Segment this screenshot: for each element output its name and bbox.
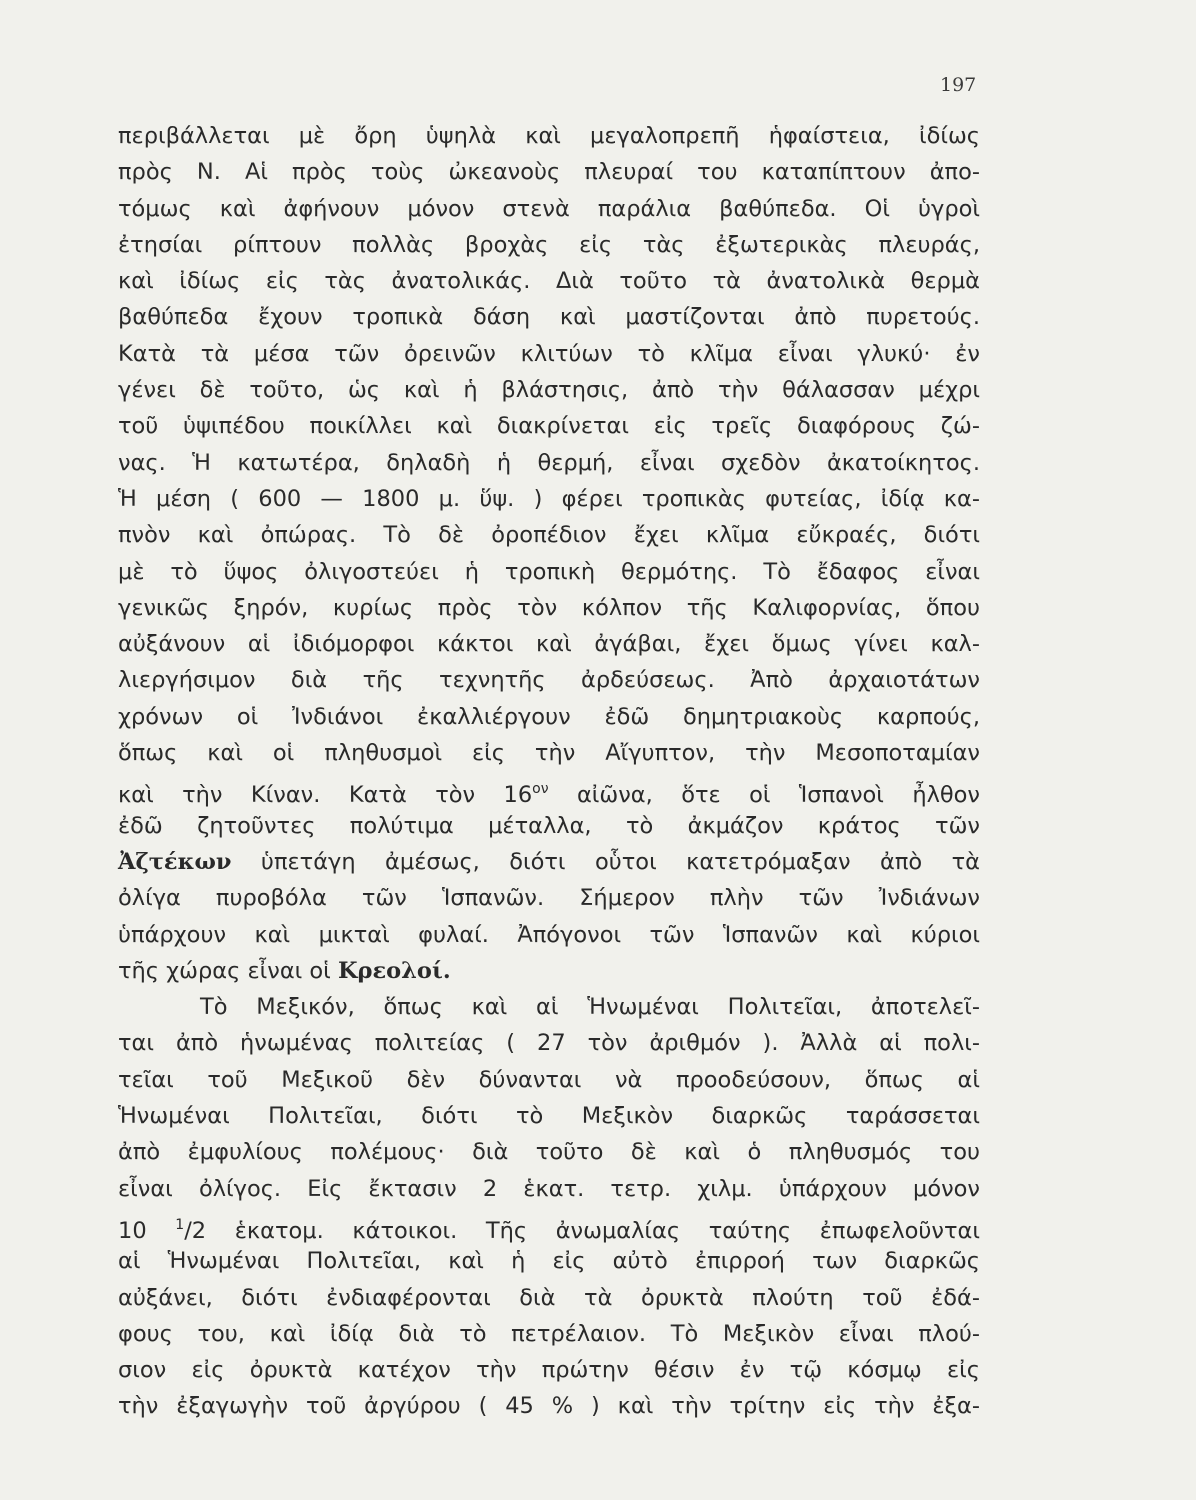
text-run: ) καὶ τὴν τρίτην εἰς τὴν ἐξα- <box>573 1393 980 1420</box>
paragraph-first-line: Τὸ Μεξικόν, ὅπως καὶ αἱ Ἡνωμέναι Πολιτεῖαι, ἀποτελεῖ- <box>200 994 980 1021</box>
text-line <box>118 953 980 989</box>
text-run: καὶ τὴν Κίναν. Κατὰ τὸν 16 <box>118 782 533 809</box>
text-line <box>118 1207 980 1243</box>
text-line: ὅπως καὶ οἱ πληθυσμοὶ εἰς τὴν Αἴγυπτον, τὴν Μεσοποταμίαν <box>118 740 980 767</box>
text-line: περιβάλλεται μὲ ὄρη ὑψηλὰ καὶ μεγαλοπρεπῆ ἡφαίστεια, ἰδίως <box>118 123 980 149</box>
text-run: /2 ἑκατομ. κάτοικοι. Τῆς ἀνωμαλίας ταύτης ἐπωφελοῦνται <box>184 1217 980 1244</box>
text-run: τῆς χώρας εἶναι οἱ <box>118 957 338 984</box>
text-line: ἀπὸ ἐμφυλίους πολέμους· διὰ τοῦτο δὲ καὶ ὁ πληθυσμός του <box>118 1139 980 1166</box>
text-line: γένει δὲ τοῦτο, ὡς καὶ ἡ βλάστησις, ἀπὸ τὴν θάλασσαν μέχρι <box>118 377 980 404</box>
bold-term-creoles: Κρεολοί. <box>337 957 451 984</box>
text-line: τοῦ ὑψιπέδου ποικίλλει καὶ διακρίνεται εἰς τρεῖς διαφόρους ζώ- <box>118 413 980 440</box>
text-line: ται ἀπὸ ἡνωμένας πολιτείας ( 27 τὸν ἀριθμόν ). Ἀλλὰ αἱ πολι- <box>118 1030 980 1057</box>
text-run: τὴν ἐξαγωγὴν τοῦ ἀργύρου ( 45 <box>118 1393 552 1420</box>
text-line: ἐδῶ ζητοῦντες πολύτιμα μέταλλα, τὸ ἀκμάζον κράτος τῶν <box>118 812 980 839</box>
text-line: πνὸν καὶ ὀπώρας. Τὸ δὲ ὀροπέδιον ἔχει κλῖμα εὔκραές, διότι <box>118 522 980 549</box>
text-line: τεῖαι τοῦ Μεξικοῦ δὲν δύνανται νὰ προοδεύσουν, ὅπως αἱ <box>118 1066 980 1093</box>
text-run: αἰῶνα, ὅτε οἱ Ἱσπανοὶ ἦλθον <box>548 782 980 809</box>
text-line: Κατὰ τὰ μέσα τῶν ὀρεινῶν κλιτύων τὸ κλῖμα εἶναι γλυκύ· ἐν <box>118 340 980 367</box>
text-line: σιον εἰς ὀρυκτὰ κατέχον τὴν πρώτην θέσιν ἐν τῷ κόσμῳ εἰς <box>118 1357 980 1384</box>
text-run: ὑπετάγη ἀμέσως, διότι οὗτοι κατετρόμαξαν ἀπὸ τὰ <box>231 848 980 875</box>
body-text <box>118 118 980 1425</box>
superscript: 1 <box>175 1216 185 1233</box>
text-line: νας. Ἡ κατωτέρα, δηλαδὴ ἡ θερμή, εἶναι σχεδὸν ἀκατοίκητος. <box>118 449 980 476</box>
text-line <box>118 771 980 807</box>
text-line: καὶ ἰδίως εἰς τὰς ἀνατολικάς. Διὰ τοῦτο τὰ ἀνατολικὰ θερμὰ <box>118 268 980 295</box>
text-line: ἐτησίαι ρίπτουν πολλὰς βροχὰς εἰς τὰς ἐξωτερικὰς πλευράς, <box>118 231 980 258</box>
text-line: εἶναι ὀλίγος. Εἰς ἔκτασιν 2 ἑκατ. τετρ. χιλμ. ὑπάρχουν μόνον <box>118 1175 980 1202</box>
text-line: ὀλίγα πυροβόλα τῶν Ἱσπανῶν. Σήμερον πλὴν τῶν Ἰνδιάνων <box>118 885 980 912</box>
text-line: λιεργήσιμον διὰ τῆς τεχνητῆς ἀρδεύσεως. Ἀπὸ ἀρχαιοτάτων <box>118 667 980 694</box>
text-line: μὲ τὸ ὕψος ὀλιγοστεύει ἡ τροπικὴ θερμότης. Τὸ ἔδαφος εἶναι <box>118 558 980 585</box>
text-line: αἱ Ἡνωμέναι Πολιτεῖαι, καὶ ἡ εἰς αὐτὸ ἐπιρροή των διαρκῶς <box>118 1248 980 1275</box>
text-line: φους του, καὶ ἰδίᾳ διὰ τὸ πετρέλαιον. Τὸ Μεξικὸν εἶναι πλού- <box>118 1320 980 1347</box>
text-run: 10 <box>118 1217 176 1244</box>
text-line: χρόνων οἱ Ἰνδιάνοι ἐκαλλιέργουν ἐδῶ δημητριακοὺς καρπούς, <box>118 703 980 730</box>
text-line: αὐξάνει, διότι ἐνδιαφέρονται διὰ τὰ ὀρυκτὰ πλούτη τοῦ ἐδά- <box>118 1284 980 1311</box>
text-line <box>118 1388 980 1424</box>
bold-term-aztecs: Ἀζτέκων <box>118 848 232 875</box>
text-line: αὐξάνουν αἱ ἰδιόμορφοι κάκτοι καὶ ἀγάβαι, ἔχει ὅμως γίνει καλ- <box>118 631 980 658</box>
text-line: βαθύπεδα ἔχουν τροπικὰ δάση καὶ μαστίζονται ἀπὸ πυρετούς. <box>118 304 980 331</box>
text-line: τόμως καὶ ἀφήνουν μόνον στενὰ παράλια βαθύπεδα. Οἱ ὑγροὶ <box>118 195 980 222</box>
text-line: γενικῶς ξηρόν, κυρίως πρὸς τὸν κόλπον τῆς Καλιφορνίας, ὅπου <box>118 594 980 621</box>
text-line: Ἡ μέση ( 600 — 1800 μ. ὕψ. ) φέρει τροπικὰς φυτείας, ἰδίᾳ κα- <box>118 485 980 512</box>
text-line: πρὸς Ν. Αἱ πρὸς τοὺς ὠκεανοὺς πλευραί του καταπίπτουν ἀπο- <box>118 159 980 186</box>
text-line: Ἡνωμέναι Πολιτεῖαι, διότι τὸ Μεξικὸν διαρκῶς ταράσσεται <box>118 1103 980 1130</box>
text-line: ὑπάρχουν καὶ μικταὶ φυλαί. Ἀπόγονοι τῶν Ἱσπανῶν καὶ κύριοι <box>118 921 980 948</box>
superscript: ον <box>532 781 549 798</box>
percent-sign: % <box>551 1393 574 1420</box>
text-line <box>118 844 980 880</box>
page-number: 197 <box>940 74 977 96</box>
